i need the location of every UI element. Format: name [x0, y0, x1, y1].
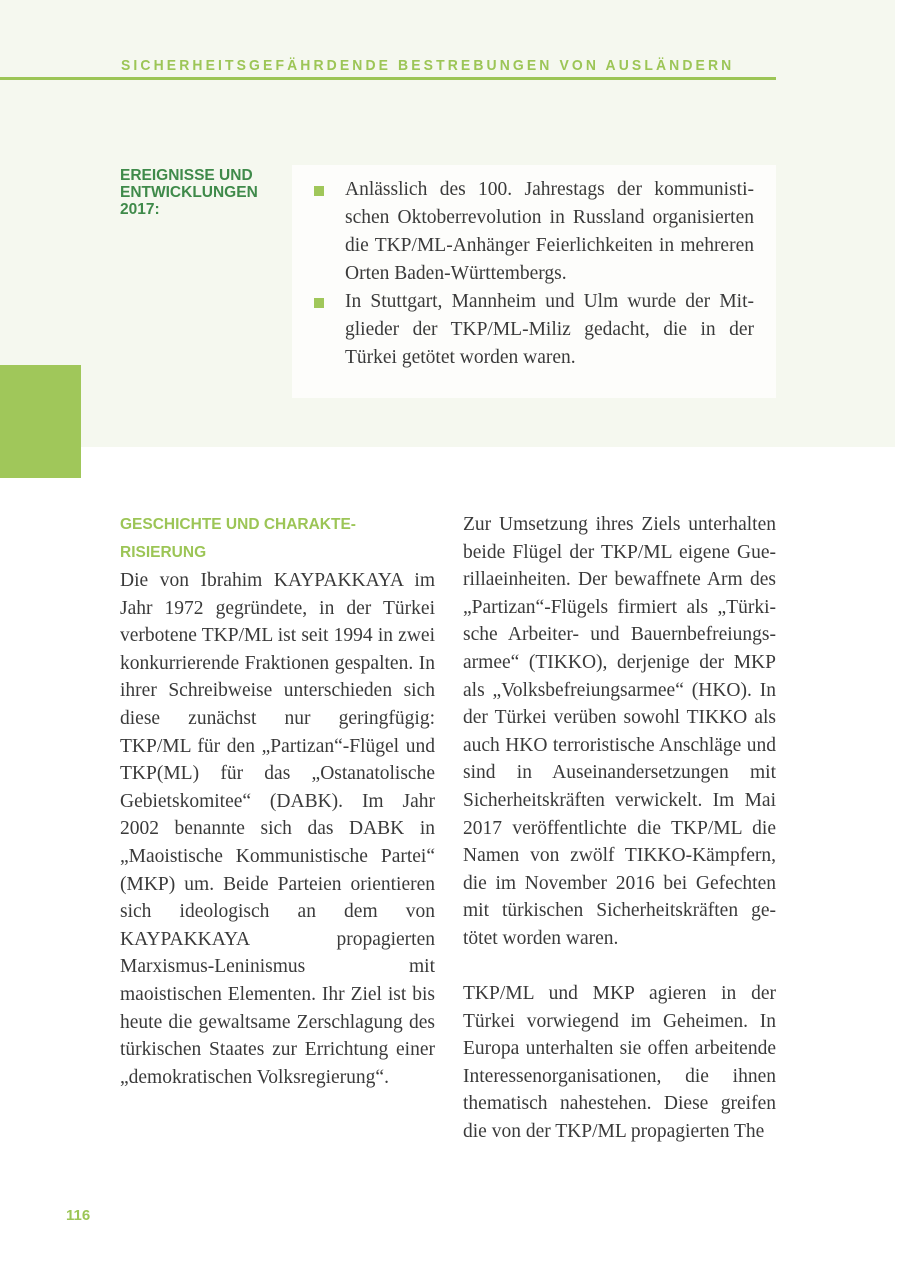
body-paragraph: Zur Umsetzung ihres Ziels unterhalten beide Flügel der TKP/ML eigene Guerillaeinheiten. Der bewaffnete Arm des „Partizan“-Flügels firmiert als „Türkische Arbeiter- und Bauernbefreiungsarmee“ (TIKKO), derjenige der MKP als „Volksbefreiungsarmee“ (HKO). In der Türkei verüben sowohl TIKKO als auch HKO terroristische Anschläge und sind in Auseinandersetzungen mit Sicherheitskräften verwickelt. Im Mai 2017 veröffentlichte die TKP/ML die Namen von zwölf TIKKO-Kämpfern, die im November 2016 bei Gefechten mit türkischen Sicherheitskräften getötet worden waren. — [463, 514, 776, 949]
events-box — [292, 165, 776, 398]
body-paragraph: TKP/ML und MKP agieren in der Türkei vorwiegend im Geheimen. In Europa unterhalten sie offen arbeitende Interessenorganisationen, die ihnen thematisch nahestehen. Diese greifen die von der TKP/ML propagierten The — [463, 983, 776, 1143]
events-item-text: Anlässlich des 100. Jahrestags der kommunistischen Oktoberrevolution in Russland organisierten die TKP/ML-Anhänger Feierlichkeiten in mehreren Orten Baden-Württembergs. — [345, 179, 754, 284]
page-number: 116 — [66, 1207, 91, 1224]
events-item-text: In Stuttgart, Mannheim und Ulm wurde der Mitglieder der TKP/ML-Miliz gedacht, die in der Türkei getötet worden waren. — [345, 291, 754, 368]
square-bullet-icon — [314, 186, 324, 196]
body-paragraph: Die von Ibrahim KAYPAKKAYA im Jahr 1972 gegründete, in der Türkei verbotene TKP/ML ist seit 1994 in zwei konkurrierende Fraktionen gespalten. In ihrer Schreibweise unterschieden sich diese zunächst nur geringfügig: TKP/ML für den „Partizan“-Flügel und TKP(ML) für das „Ostanatolische Gebietskomitee“ (DABK). Im Jahr 2002 benannte sich das DABK in „Maoistische Kommunistische Partei“ (MKP) um. Beide Parteien orientieren sich ideologisch an dem von KAYPAKKAYA propagierten Marxismus-Leninismus mit maoistischen Elementen. Ihr Ziel ist bis heute die gewaltsame Zerschlagung des türkischen Staates zur Errichtung einer „demokratischen Volksregierung“. — [120, 570, 435, 1088]
left-column — [120, 511, 435, 1091]
events-list — [292, 176, 776, 372]
events-label: EREIGNISSE UND ENTWICKLUNGEN 2017: — [120, 167, 258, 218]
section-heading: GESCHICHTE UND CHARAKTERISIERUNG — [120, 516, 356, 561]
events-list-item — [292, 176, 776, 288]
right-column — [463, 511, 776, 1146]
events-list-item — [292, 288, 776, 372]
square-bullet-icon — [314, 298, 324, 308]
header-rule — [0, 77, 776, 80]
running-header: SICHERHEITSGEFÄHRDENDE BESTREBUNGEN VON AUSLÄNDERN — [121, 57, 735, 74]
chapter-marker-block — [0, 365, 81, 478]
